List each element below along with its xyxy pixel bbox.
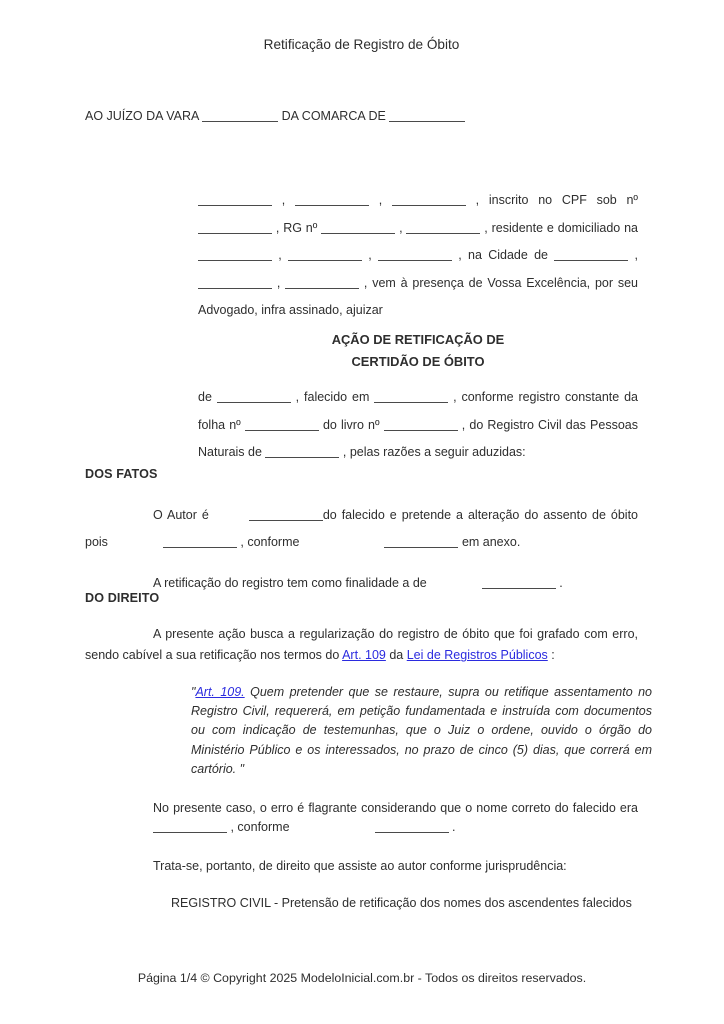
blank-field[interactable] xyxy=(163,535,237,548)
blank-field[interactable] xyxy=(374,390,448,403)
blank-field[interactable] xyxy=(245,418,319,431)
link-lei-registros-publicos[interactable]: Lei de Registros Públicos xyxy=(406,648,548,663)
blank-field[interactable] xyxy=(392,193,466,206)
blank-field[interactable] xyxy=(384,418,458,431)
action-title-line2: CERTIDÃO DE ÓBITO xyxy=(351,353,485,369)
page-footer: Página 1/4 © Copyright 2025 ModeloInicial.com.br - Todos os direitos reservados. xyxy=(137,971,587,985)
facts-paragraph-2: A retificação do registro tem como finalidade a de . xyxy=(153,575,563,590)
blank-field[interactable] xyxy=(198,221,272,234)
action-title xyxy=(198,329,638,373)
addressee-line: AO JUÍZO DA VARA DA COMARCA DE xyxy=(85,109,638,124)
blank-field[interactable] xyxy=(153,820,227,833)
blank-field[interactable] xyxy=(321,221,395,234)
blank-field[interactable] xyxy=(265,445,339,458)
law-intro-paragraph: A presente ação busca a regularização do registro de óbito que foi grafado com erro, sendo cabível a sua retificação nos termos do Art. 109 da Lei de Registros Públicos : xyxy=(85,626,638,663)
law-article-quote: "Art. 109. Quem pretender que se restaure, supra ou retifique assentamento no Registro Civil, requererá, em petição fundamentada e instruída com documentos ou com indicação de testemunhas, que o Juiz o ordene, ouvido o órgão do Ministério Público e os interessados, no prazo de cinco (5) dias, que correrá em cartório. " xyxy=(191,684,653,776)
object-paragraph: de , falecido em , conforme registro constante da folha nº do livro nº , do Registro Civil das Pessoas Naturais de , pelas razões a seguir aduzidas: xyxy=(198,389,638,460)
document-title: Retificação de Registro de Óbito xyxy=(263,37,460,52)
section-heading-facts: DOS FATOS xyxy=(85,466,158,481)
blank-field[interactable] xyxy=(249,508,323,521)
blank-field[interactable] xyxy=(295,193,369,206)
law-conclusion-paragraph: Trata-se, portanto, de direito que assiste ao autor conforme jurisprudência: xyxy=(153,859,567,874)
law-case-paragraph: No presente caso, o erro é flagrante considerando que o nome correto do falecido era , conforme . xyxy=(153,800,638,834)
action-title-line1: AÇÃO DE RETIFICAÇÃO DE xyxy=(331,331,505,347)
qualification-paragraph: , , , inscrito no CPF sob nº , RG nº , , residente e domiciliado na , , , na Cidade de , , , vem à presença de Vossa Excelência, por seu Advogado, infra assinado, ajuizar xyxy=(198,193,639,318)
blank-field[interactable] xyxy=(375,820,449,833)
blank-field[interactable] xyxy=(198,248,272,261)
blank-field[interactable] xyxy=(217,390,291,403)
blank-field[interactable] xyxy=(406,221,480,234)
blank-field[interactable] xyxy=(378,248,452,261)
spacing-gap xyxy=(299,545,384,546)
blank-field[interactable] xyxy=(202,109,278,122)
blank-field[interactable] xyxy=(285,276,359,289)
link-art-109-quote[interactable]: Art. 109. xyxy=(195,684,245,699)
facts-paragraph-1: O Autor é do falecido e pretende a alteração do assento de óbito pois , conforme em anexo. xyxy=(85,507,638,550)
section-heading-law: DO DIREITO xyxy=(85,590,160,605)
jurisprudence-paragraph: REGISTRO CIVIL - Pretensão de retificação dos nomes dos ascendentes falecidos xyxy=(171,896,632,911)
blank-field[interactable] xyxy=(198,276,272,289)
spacing-gap xyxy=(427,586,482,587)
blank-field[interactable] xyxy=(389,109,465,122)
blank-field[interactable] xyxy=(482,576,556,589)
blank-field[interactable] xyxy=(384,535,458,548)
blank-field[interactable] xyxy=(554,248,628,261)
blank-field[interactable] xyxy=(198,193,272,206)
blank-field[interactable] xyxy=(288,248,362,261)
link-art-109[interactable]: Art. 109 xyxy=(342,648,386,663)
spacing-gap xyxy=(108,545,163,546)
spacing-gap xyxy=(290,830,375,831)
spacing-gap xyxy=(209,518,249,519)
